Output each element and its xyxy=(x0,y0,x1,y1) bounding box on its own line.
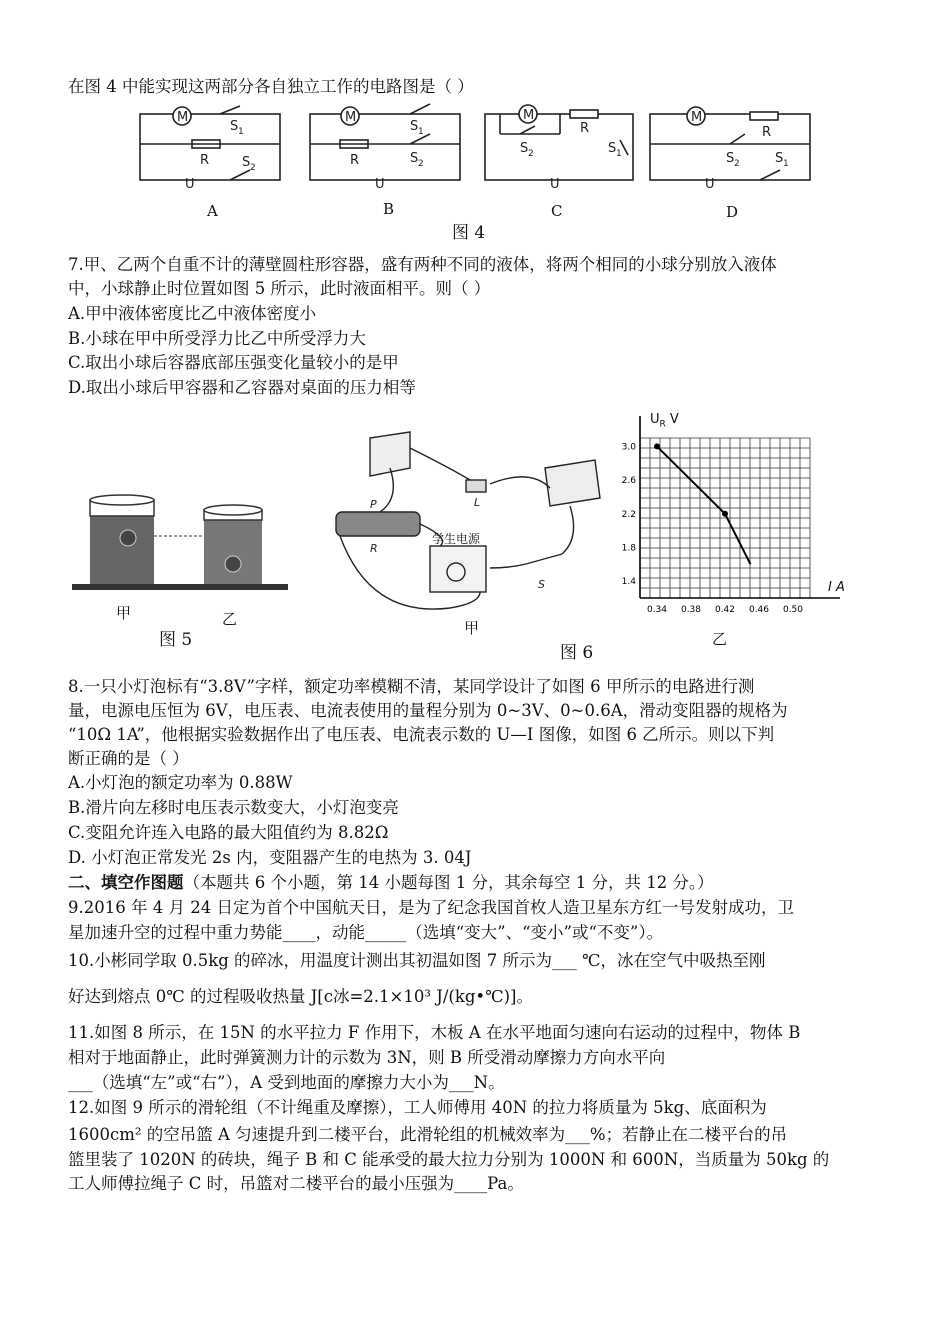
q8-line-4: 断正确的是（ ） xyxy=(68,749,189,768)
chart-y-tick-label: 1.8 xyxy=(621,543,636,554)
section-2-heading xyxy=(68,872,714,894)
fig5-left-label: 甲 xyxy=(116,604,132,622)
svg-text:2: 2 xyxy=(250,163,256,173)
svg-text:1: 1 xyxy=(783,159,789,169)
q12-line-3: 篮里装了 1020N 的砖块，绳子 B 和 C 能承受的最大拉力分别为 1000N 和 600N，当质量为 50kg 的 xyxy=(68,1150,830,1169)
q10-line-2: 好达到熔点 0℃ 的过程吸收热量 J[c冰=2.1×10³ J/(kg•℃)]。 xyxy=(68,987,533,1006)
q7-stem-2: 中，小球静止时位置如图 5 所示，此时液面相平。则（ ） xyxy=(68,279,491,298)
q10-line-1: 10.小彬同学取 0.5kg 的碎冰，用温度计测出其初温如图 7 所示为___ ℃，冰在空气中吸热至刚 xyxy=(68,951,766,970)
fig6-caption: 图 6 xyxy=(560,643,594,663)
svg-text:S: S xyxy=(775,151,784,166)
svg-text:R: R xyxy=(370,542,378,555)
q8-line-1: 8.一只小灯泡标有“3.8V”字样，额定功率模糊不清，某同学设计了如图 6 甲所示的电路进行测 xyxy=(68,677,755,696)
svg-text:R: R xyxy=(580,121,590,136)
q7-option-c: C.取出小球后容器底部压强变化量较小的是甲 xyxy=(68,353,399,372)
svg-text:P: P xyxy=(370,498,377,511)
svg-text:M: M xyxy=(523,108,535,123)
svg-text:S: S xyxy=(726,151,735,166)
chart-data-point xyxy=(654,443,660,449)
q7-option-d: D.取出小球后甲容器和乙容器对桌面的压力相等 xyxy=(68,378,416,397)
chart-ylabel-unit: V xyxy=(669,412,679,427)
q8-option-a: A.小灯泡的额定功率为 0.88W xyxy=(68,773,293,792)
figure-5-containers xyxy=(70,490,290,600)
chart-ylabel xyxy=(650,412,679,430)
svg-text:1: 1 xyxy=(238,127,244,137)
fig6-yi-label: 乙 xyxy=(712,630,728,648)
chart-x-tick-label: 0.50 xyxy=(782,605,804,615)
fig5-right-label: 乙 xyxy=(222,610,238,628)
svg-text:S: S xyxy=(608,141,617,156)
chart-x-tick-label: 0.38 xyxy=(680,605,702,615)
svg-text:R: R xyxy=(200,153,210,168)
q6-intro: 在图 4 中能实现这两部分各自独立工作的电路图是（ ） xyxy=(68,77,474,96)
fig5-caption: 图 5 xyxy=(159,630,193,650)
svg-text:S: S xyxy=(410,119,419,134)
q7-option-a: A.甲中液体密度比乙中液体密度小 xyxy=(68,304,317,323)
q12-line-1: 12.如图 9 所示的滑轮组（不计绳重及摩擦），工人师傅用 40N 的拉力将质量为 5kg、底面积为 xyxy=(68,1098,767,1117)
svg-text:2: 2 xyxy=(734,159,740,169)
q12-line-2: 1600cm² 的空吊篮 A 匀速提升到二楼平台，此滑轮组的机械效率为___%；若静止在二楼平台的吊 xyxy=(68,1125,788,1144)
svg-text:2: 2 xyxy=(418,159,424,169)
q11-line-3: ___（选填“左”或“右”），A 受到地面的摩擦力大小为___N。 xyxy=(68,1073,505,1092)
svg-text:U: U xyxy=(705,177,715,192)
q9-line-1: 9.2016 年 4 月 24 日定为首个中国航天日，是为了纪念我国首枚人造卫星东方红一号发射成功，卫 xyxy=(68,898,794,917)
figure-6-ui-chart xyxy=(610,408,860,623)
chart-xlabel: I A xyxy=(828,580,845,595)
q7-option-b: B.小球在甲中所受浮力比乙中所受浮力大 xyxy=(68,329,366,348)
svg-text:2: 2 xyxy=(528,149,534,159)
q8-option-c: C.变阻允许连入电路的最大阻值约为 8.82Ω xyxy=(68,823,389,842)
svg-text:M: M xyxy=(691,110,703,125)
chart-x-tick-label: 0.34 xyxy=(646,605,668,615)
fig6-power-label: 学生电源 xyxy=(432,532,481,546)
section-2-title: 二、填空作图题 xyxy=(68,873,184,892)
q11-line-2: 相对于地面静止，此时弹簧测力计的示数为 3N，则 B 所受滑动摩擦力方向水平向 xyxy=(68,1048,666,1067)
fig6-jia-label: 甲 xyxy=(464,619,480,637)
svg-text:M: M xyxy=(177,110,189,125)
q7-stem-1: 7.甲、乙两个自重不计的薄壁圆柱形容器，盛有两种不同的液体，将两个相同的小球分别放入液体 xyxy=(68,255,777,274)
chart-y-tick-label: 2.2 xyxy=(621,509,636,520)
svg-text:S: S xyxy=(520,141,529,156)
svg-text:S: S xyxy=(242,155,251,170)
chart-series-line xyxy=(657,446,751,564)
chart-ylabel-main: U xyxy=(650,412,660,427)
chart-y-tick-label: 2.6 xyxy=(621,476,636,487)
svg-text:R: R xyxy=(762,125,772,140)
q9-line-2: 星加速升空的过程中重力势能____，动能_____（选填“变大”、“变小”或“不变”）。 xyxy=(68,923,664,942)
svg-text:S: S xyxy=(230,119,239,134)
svg-text:S: S xyxy=(410,151,419,166)
chart-y-tick-label: 1.4 xyxy=(621,577,636,588)
chart-y-tick-label: 3.0 xyxy=(621,442,636,453)
svg-text:L: L xyxy=(474,496,481,509)
q12-line-4: 工人师傅拉绳子 C 时，吊篮对二楼平台的最小压强为____Pa。 xyxy=(68,1174,524,1193)
svg-text:U: U xyxy=(185,177,195,192)
fig4-option-c: C xyxy=(551,202,563,220)
chart-x-tick-label: 0.46 xyxy=(748,605,770,615)
chart-ylabel-sub: R xyxy=(659,419,666,430)
q8-option-d: D. 小灯泡正常发光 2s 内，变阻器产生的电热为 3. 04J xyxy=(68,848,472,867)
figure-6-circuit xyxy=(330,428,620,618)
q11-line-1: 11.如图 8 所示，在 15N 的水平拉力 F 作用下，木板 A 在水平地面匀速向右运动的过程中，物体 B xyxy=(68,1023,801,1042)
svg-text:R: R xyxy=(350,153,360,168)
fig4-option-d: D xyxy=(726,203,739,221)
fig4-caption: 图 4 xyxy=(452,223,486,243)
chart-data-point xyxy=(722,511,728,517)
svg-text:S: S xyxy=(538,578,545,591)
section-2-note: （本题共 6 个小题，第 14 小题每图 1 分，其余每空 1 分，共 12 分。） xyxy=(183,873,714,892)
q8-line-3: “10Ω 1A”，他根据实验数据作出了电压表、电流表示数的 U—I 图像，如图 6 乙所示。则以下判 xyxy=(68,725,775,744)
fig4-option-a: A xyxy=(207,202,218,220)
svg-text:U: U xyxy=(550,177,560,192)
fig4-option-b: B xyxy=(383,200,395,218)
svg-text:1: 1 xyxy=(418,127,424,137)
q8-line-2: 量，电源电压恒为 6V，电压表、电流表使用的量程分别为 0~3V、0~0.6A，滑动变阻器的规格为 xyxy=(68,701,788,720)
q8-option-b: B.滑片向左移时电压表示数变大，小灯泡变亮 xyxy=(68,798,399,817)
svg-text:U: U xyxy=(375,177,385,192)
svg-text:M: M xyxy=(345,110,357,125)
svg-text:1: 1 xyxy=(616,149,622,159)
chart-x-tick-label: 0.42 xyxy=(714,605,736,615)
